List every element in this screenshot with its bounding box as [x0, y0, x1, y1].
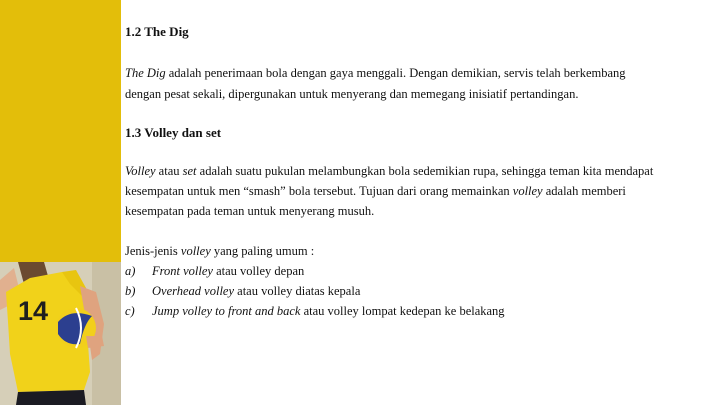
decorative-sidebar: [0, 0, 121, 405]
term-volley: Volley: [125, 164, 156, 178]
slide-content: [125, 0, 720, 405]
list-item: c) Jump volley to front and back atau volley lompat kedepan ke belakang: [125, 301, 720, 321]
volley-paragraph-line-2: kesempatan untuk men “smash” bola tersebut. Tujuan dari orang memainkan volley adalah memberi: [125, 184, 626, 198]
dig-paragraph-line-2: dengan pesat sekali, dipergunakan untuk menyerang dan memegang inisiatif pertandingan.: [125, 87, 579, 101]
heading-volley-dan-set: 1.3 Volley dan set: [125, 125, 222, 140]
list-item: a) Front volley atau volley depan: [125, 261, 720, 281]
list-marker: c): [125, 304, 135, 318]
player-illustration: [0, 262, 121, 405]
volley-types-intro: Jenis-jenis volley yang paling umum :: [125, 244, 315, 258]
term-jump-volley: Jump volley to front and back: [152, 304, 301, 318]
dig-paragraph-line-1: The Dig adalah penerimaan bola dengan gaya menggali. Dengan demikian, servis telah berkembang: [125, 66, 626, 80]
list-marker: b): [125, 284, 136, 298]
list-item: b) Overhead volley atau volley diatas kepala: [125, 281, 720, 301]
jersey-number: 14: [18, 296, 49, 326]
term-set: set: [182, 164, 197, 178]
term-front-volley: Front volley: [152, 264, 213, 278]
volley-paragraph-line-3: kesempatan pada teman untuk menyerang musuh.: [125, 204, 375, 218]
term-the-dig: The Dig: [125, 66, 166, 80]
list-marker: a): [125, 264, 136, 278]
volley-paragraph-line-1: Volley atau set adalah suatu pukulan melambungkan bola sedemikian rupa, sehingga teman kita mendapat: [125, 164, 654, 178]
term-overhead-volley: Overhead volley: [152, 284, 235, 298]
volleyball-player-photo: [0, 262, 121, 405]
heading-the-dig: 1.2 The Dig: [125, 24, 189, 39]
